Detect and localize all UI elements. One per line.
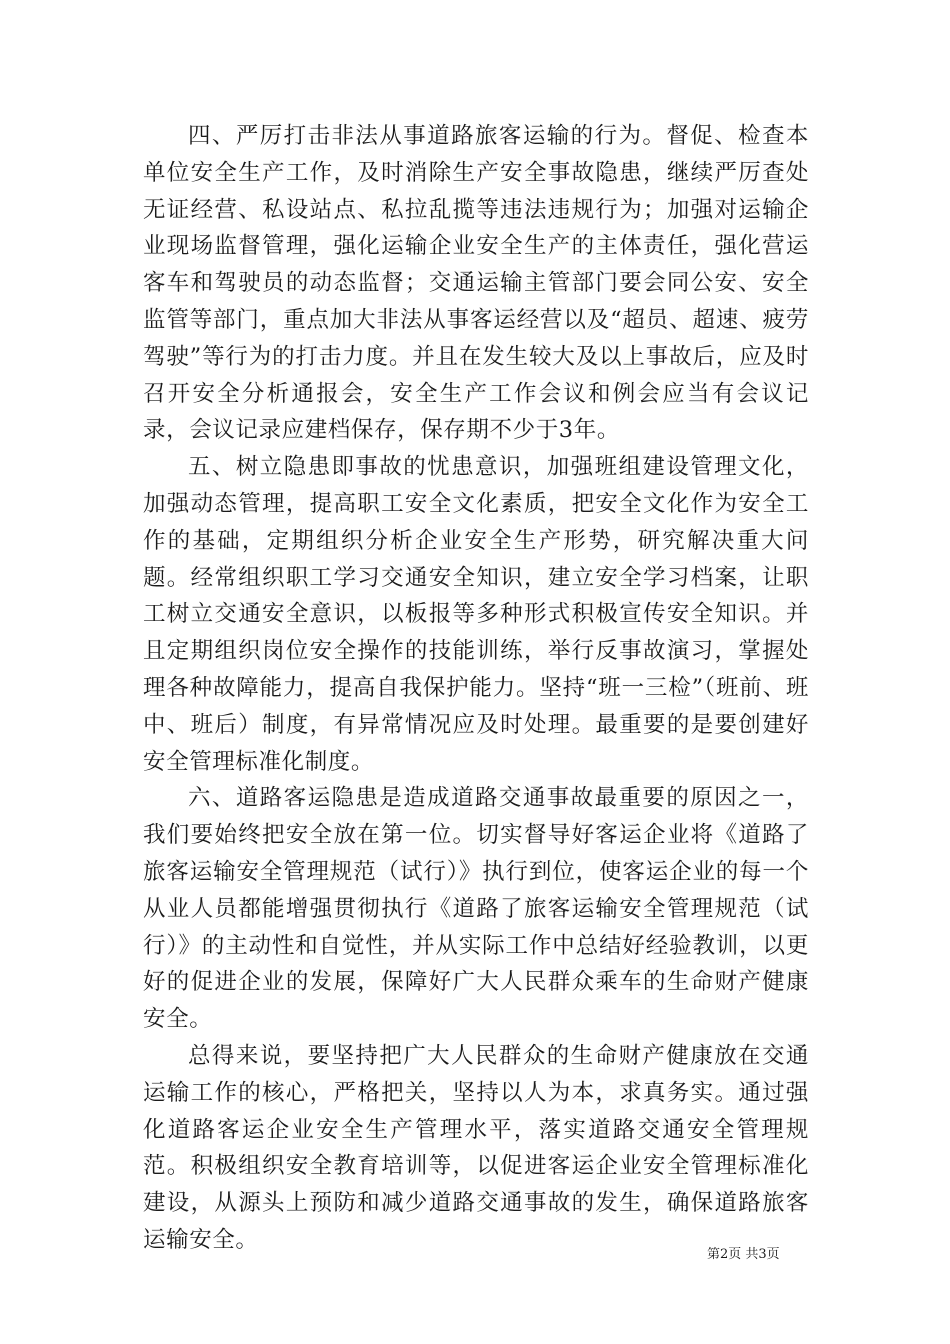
paragraph-six: 六、道路客运隐患是造成道路交通事故最重要的原因之一，我们要始终把安全放在第一位。切实督导好客运企业将《道路了旅客运输安全管理规范（试行）》执行到位，使客运企业的每一个从业人员都能增强贯彻执行《道路了旅客运输安全管理规范（试行）》的主动性和自觉性，并从实际工作中总结好经验教训，以更好的促进企业的发展，保障好广大人民群众乘车的生命财产健康安全。	[143, 785, 809, 1033]
paragraph-five: 五、树立隐患即事故的忧患意识，加强班组建设管理文化，加强动态管理，提高职工安全文化素质，把安全文化作为安全工作的基础，定期组织分析企业安全生产形势，研究解决重大问题。经常组织职工学习交通安全知识，建立安全学习档案，让职工树立交通安全意识，以板报等多种形式积极宣传安全知识。并且定期组织岗位安全操作的技能训练，举行反事故演习，掌握处理各种故障能力，提高自我保护能力。坚持“班一三检”（班前、班中、班后）制度，有异常情况应及时处理。最重要的是要创建好安全管理标准化制度。	[143, 454, 809, 775]
paragraph-summary: 总得来说，要坚持把广大人民群众的生命财产健康放在交通运输工作的核心，严格把关，坚持以人为本，求真务实。通过强化道路客运企业安全生产管理水平，落实道路交通安全管理规范。积极组织安全教育培训等，以促进客运企业安全管理标准化建设，从源头上预防和减少道路交通事故的发生，确保道路旅客运输安全。	[143, 1042, 809, 1253]
document-body	[143, 118, 809, 1259]
page-number-footer: 第2页 共3页	[707, 1247, 780, 1262]
paragraph-four: 四、严厉打击非法从事道路旅客运输的行为。督促、检查本单位安全生产工作，及时消除生产安全事故隐患，继续严厉查处无证经营、私设站点、私拉乱揽等违法违规行为；加强对运输企业现场监督管理，强化运输企业安全生产的主体责任，强化营运客车和驾驶员的动态监督；交通运输主管部门要会同公安、安全监管等部门，重点加大非法从事客运经营以及“超员、超速、疲劳驾驶”等行为的打击力度。并且在发生较大及以上事故后，应及时召开安全分析通报会，安全生产工作会议和例会应当有会议记录，会议记录应建档保存，保存期不少于3年。	[143, 123, 809, 444]
